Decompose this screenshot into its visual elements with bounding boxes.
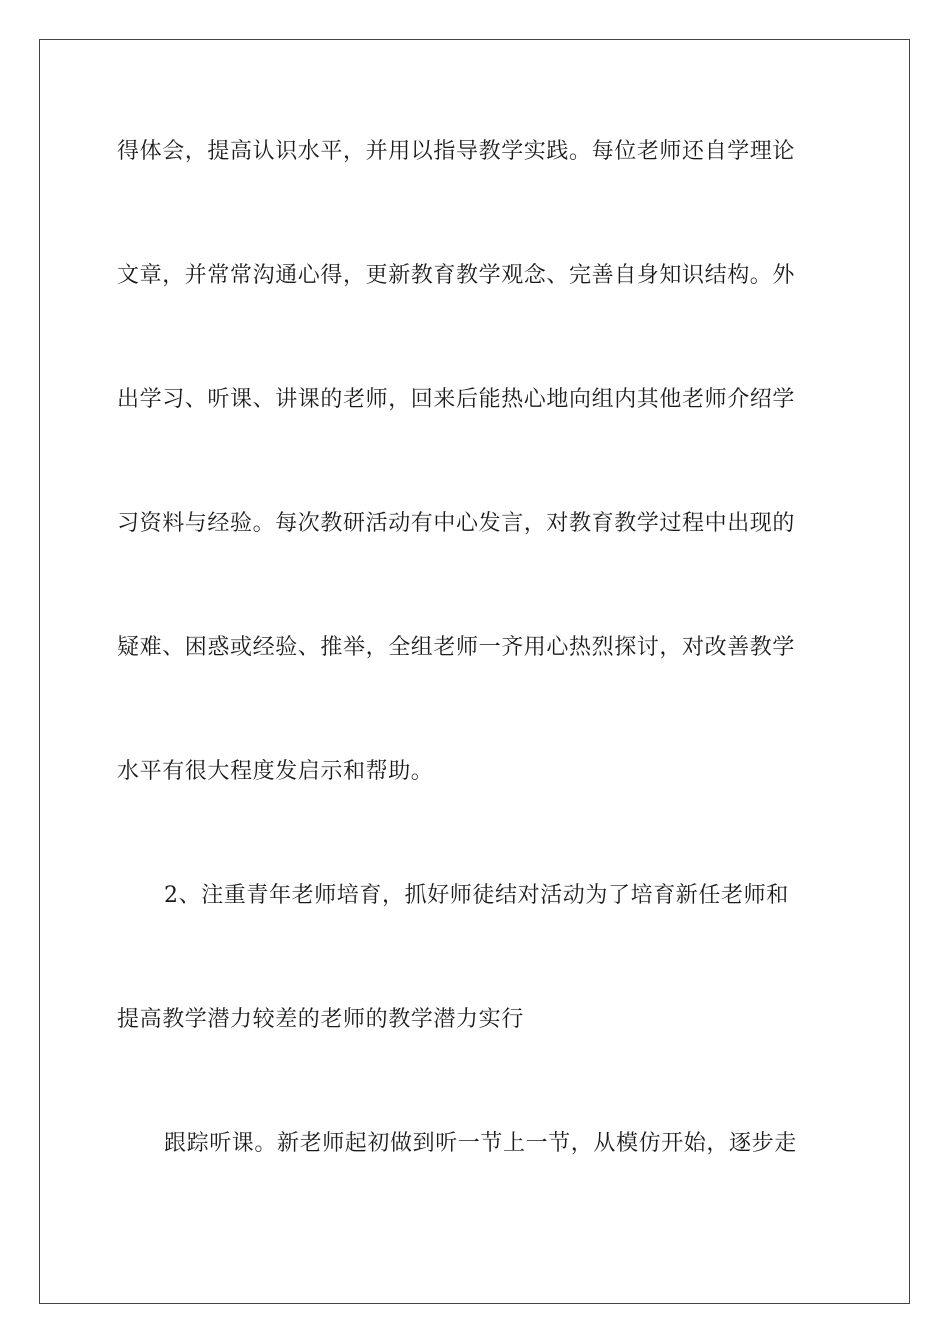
paragraph-line: 文章，并常常沟通心得，更新教育教学观念、完善自身知识结构。外 xyxy=(117,263,796,288)
paragraph-line: 习资料与经验。每次教研活动有中心发言，对教育教学过程中出现的 xyxy=(117,511,796,536)
paragraph-line: 出学习、听课、讲课的老师，回来后能热心地向组内其他老师介绍学 xyxy=(117,387,796,412)
paragraph-line: 水平有很大程度发启示和帮助。 xyxy=(117,759,434,784)
paragraph-line: 疑难、困惑或经验、推举，全组老师一齐用心热烈探讨，对改善教学 xyxy=(117,635,796,660)
paragraph-line: 得体会，提高认识水平，并用以指导教学实践。每位老师还自学理论 xyxy=(117,139,796,164)
paragraph-line: 跟踪听课。新老师起初做到听一节上一节，从模仿开始，逐步走 xyxy=(164,1131,797,1156)
paragraph-line: 2、注重青年老师培育，抓好师徒结对活动为了培育新任老师和 xyxy=(164,883,789,908)
paragraph-line: 提高教学潜力较差的老师的教学潜力实行 xyxy=(117,1007,524,1032)
page-border xyxy=(39,39,910,1304)
